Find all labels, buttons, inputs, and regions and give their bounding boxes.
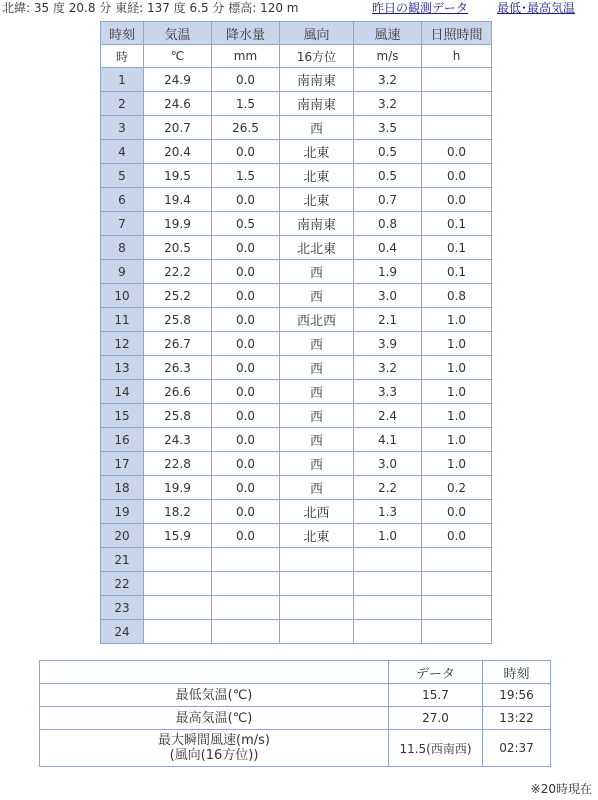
table-row (101, 260, 492, 284)
column-header: 風向 (280, 22, 354, 45)
table-row (101, 452, 492, 476)
table-row (101, 68, 492, 92)
table-row (101, 332, 492, 356)
wind-direction-cell: 西 (280, 380, 354, 404)
table-row (101, 404, 492, 428)
hour-cell: 9 (101, 260, 144, 284)
summary-time: 19:56 (483, 684, 551, 707)
sunshine-cell (422, 620, 492, 644)
hour-cell: 13 (101, 356, 144, 380)
temperature-cell: 22.8 (144, 452, 212, 476)
precipitation-cell (212, 548, 280, 572)
yesterday-data-link[interactable]: 昨日の観測データ (372, 1, 469, 15)
sunshine-cell: 0.1 (422, 236, 492, 260)
sunshine-cell: 1.0 (422, 404, 492, 428)
sunshine-cell (422, 68, 492, 92)
temperature-cell: 24.3 (144, 428, 212, 452)
summary-row (40, 684, 551, 707)
column-header: 風速 (354, 22, 422, 45)
wind-speed-cell (354, 572, 422, 596)
temperature-cell: 26.3 (144, 356, 212, 380)
precipitation-cell: 0.0 (212, 524, 280, 548)
wind-speed-cell: 3.3 (354, 380, 422, 404)
precipitation-cell: 0.0 (212, 188, 280, 212)
precipitation-cell: 0.0 (212, 284, 280, 308)
wind-direction-cell: 北東 (280, 140, 354, 164)
wind-direction-cell: 西北西 (280, 308, 354, 332)
precipitation-cell: 0.0 (212, 476, 280, 500)
sunshine-cell: 0.0 (422, 500, 492, 524)
wind-direction-cell: 北東 (280, 164, 354, 188)
wind-speed-cell: 0.7 (354, 188, 422, 212)
wind-speed-cell: 1.9 (354, 260, 422, 284)
sunshine-cell: 1.0 (422, 452, 492, 476)
sunshine-cell (422, 572, 492, 596)
location-bar (0, 0, 598, 18)
sunshine-cell: 0.1 (422, 212, 492, 236)
column-header: 時刻 (101, 22, 144, 45)
temperature-cell: 25.8 (144, 404, 212, 428)
unit-cell: mm (212, 45, 280, 68)
temperature-cell: 19.4 (144, 188, 212, 212)
summary-header-row (40, 661, 551, 684)
table-row (101, 500, 492, 524)
hour-cell: 19 (101, 500, 144, 524)
table-row (101, 596, 492, 620)
unit-cell: h (422, 45, 492, 68)
summary-label (40, 684, 389, 707)
temperature-cell (144, 548, 212, 572)
table-row (101, 284, 492, 308)
column-header: 日照時間 (422, 22, 492, 45)
hour-cell: 15 (101, 404, 144, 428)
summary-header-blank (40, 661, 389, 684)
precipitation-cell: 0.0 (212, 452, 280, 476)
unit-cell: ℃ (144, 45, 212, 68)
wind-direction-cell: 北西 (280, 500, 354, 524)
precipitation-cell: 0.0 (212, 236, 280, 260)
temperature-cell: 19.9 (144, 212, 212, 236)
hour-cell: 7 (101, 212, 144, 236)
temperature-cell (144, 572, 212, 596)
wind-direction-cell: 南南東 (280, 212, 354, 236)
wind-direction-cell: 西 (280, 452, 354, 476)
table-row (101, 164, 492, 188)
hour-cell: 2 (101, 92, 144, 116)
temperature-cell: 19.5 (144, 164, 212, 188)
column-header-row (101, 22, 492, 45)
hour-cell: 11 (101, 308, 144, 332)
as-of-note: ※20時現在 (530, 782, 592, 796)
wind-direction-cell: 西 (280, 356, 354, 380)
summary-time: 13:22 (483, 707, 551, 730)
precipitation-cell: 0.0 (212, 404, 280, 428)
summary-label-line: 最低気温(℃) (175, 687, 253, 703)
hour-cell: 10 (101, 284, 144, 308)
summary-label (40, 730, 389, 767)
temperature-cell: 18.2 (144, 500, 212, 524)
hour-cell: 4 (101, 140, 144, 164)
wind-speed-cell: 3.2 (354, 92, 422, 116)
wind-direction-cell: 西 (280, 260, 354, 284)
table-row (101, 308, 492, 332)
table-row (101, 236, 492, 260)
summary-time: 02:37 (483, 730, 551, 767)
sunshine-cell: 0.0 (422, 524, 492, 548)
summary-value: 11.5(西南西) (389, 730, 483, 767)
wind-direction-cell: 西 (280, 284, 354, 308)
wind-direction-cell: 西 (280, 404, 354, 428)
precipitation-cell: 0.0 (212, 332, 280, 356)
precipitation-cell: 0.0 (212, 356, 280, 380)
temperature-cell: 20.4 (144, 140, 212, 164)
wind-speed-cell: 1.0 (354, 524, 422, 548)
summary-label-line: 最大瞬間風速(m/s) (158, 733, 270, 748)
summary-value: 15.7 (389, 684, 483, 707)
sunshine-cell: 0.2 (422, 476, 492, 500)
sunshine-cell: 1.0 (422, 380, 492, 404)
summary-label (40, 707, 389, 730)
wind-speed-cell: 4.1 (354, 428, 422, 452)
precipitation-cell: 26.5 (212, 116, 280, 140)
temperature-cell: 15.9 (144, 524, 212, 548)
temperature-cell: 20.5 (144, 236, 212, 260)
table-row (101, 572, 492, 596)
summary-label-line: (風向(16方位)) (169, 748, 259, 763)
temperature-cell: 26.6 (144, 380, 212, 404)
min-max-temp-link[interactable]: 最低･最高気温 (497, 1, 576, 15)
hour-cell: 5 (101, 164, 144, 188)
precipitation-cell: 1.5 (212, 164, 280, 188)
temperature-cell (144, 596, 212, 620)
wind-direction-cell: 北東 (280, 524, 354, 548)
hour-cell: 24 (101, 620, 144, 644)
table-row (101, 380, 492, 404)
precipitation-cell: 0.5 (212, 212, 280, 236)
sunshine-cell: 1.0 (422, 332, 492, 356)
precipitation-cell: 0.0 (212, 260, 280, 284)
location-text: 北緯: 35 度 20.8 分 東経: 137 度 6.5 分 標高: 120 m (2, 1, 299, 15)
sunshine-cell (422, 116, 492, 140)
wind-direction-cell: 北東 (280, 188, 354, 212)
temperature-cell: 25.8 (144, 308, 212, 332)
sunshine-cell (422, 548, 492, 572)
wind-speed-cell: 2.1 (354, 308, 422, 332)
column-header: 気温 (144, 22, 212, 45)
summary-row (40, 730, 551, 767)
sunshine-cell (422, 596, 492, 620)
precipitation-cell (212, 620, 280, 644)
sunshine-cell: 0.0 (422, 188, 492, 212)
hour-cell: 20 (101, 524, 144, 548)
hour-cell: 16 (101, 428, 144, 452)
table-row (101, 116, 492, 140)
table-row (101, 212, 492, 236)
wind-direction-cell: 北北東 (280, 236, 354, 260)
hourly-observation-table (100, 21, 492, 644)
wind-speed-cell (354, 620, 422, 644)
hour-cell: 1 (101, 68, 144, 92)
wind-speed-cell: 3.9 (354, 332, 422, 356)
unit-cell: 時 (101, 45, 144, 68)
hour-cell: 22 (101, 572, 144, 596)
column-header: 降水量 (212, 22, 280, 45)
precipitation-cell: 0.0 (212, 68, 280, 92)
wind-speed-cell: 1.3 (354, 500, 422, 524)
wind-speed-cell: 0.4 (354, 236, 422, 260)
table-row (101, 524, 492, 548)
temperature-cell: 19.9 (144, 476, 212, 500)
wind-direction-cell: 西 (280, 428, 354, 452)
hour-cell: 17 (101, 452, 144, 476)
precipitation-cell (212, 572, 280, 596)
wind-speed-cell: 0.5 (354, 164, 422, 188)
sunshine-cell: 1.0 (422, 308, 492, 332)
sunshine-cell: 0.1 (422, 260, 492, 284)
wind-direction-cell: 西 (280, 332, 354, 356)
wind-speed-cell: 2.4 (354, 404, 422, 428)
hour-cell: 6 (101, 188, 144, 212)
wind-speed-cell: 3.2 (354, 356, 422, 380)
sunshine-cell: 1.0 (422, 356, 492, 380)
sunshine-cell (422, 92, 492, 116)
sunshine-cell: 0.0 (422, 164, 492, 188)
hour-cell: 18 (101, 476, 144, 500)
wind-speed-cell: 3.0 (354, 452, 422, 476)
table-row (101, 620, 492, 644)
unit-row (101, 45, 492, 68)
wind-speed-cell (354, 548, 422, 572)
wind-direction-cell: 南南東 (280, 92, 354, 116)
table-row (101, 188, 492, 212)
precipitation-cell: 1.5 (212, 92, 280, 116)
wind-speed-cell: 3.0 (354, 284, 422, 308)
wind-direction-cell (280, 548, 354, 572)
precipitation-cell: 0.0 (212, 500, 280, 524)
table-row (101, 140, 492, 164)
summary-label-line: 最高気温(℃) (175, 710, 253, 726)
wind-speed-cell: 0.8 (354, 212, 422, 236)
hour-cell: 3 (101, 116, 144, 140)
table-row (101, 356, 492, 380)
wind-speed-cell: 0.5 (354, 140, 422, 164)
temperature-cell: 24.9 (144, 68, 212, 92)
summary-header: 時刻 (483, 661, 551, 684)
temperature-cell: 22.2 (144, 260, 212, 284)
precipitation-cell (212, 596, 280, 620)
daily-summary-table (39, 660, 551, 767)
wind-speed-cell: 2.2 (354, 476, 422, 500)
hour-cell: 21 (101, 548, 144, 572)
temperature-cell (144, 620, 212, 644)
wind-direction-cell (280, 596, 354, 620)
table-row (101, 548, 492, 572)
temperature-cell: 24.6 (144, 92, 212, 116)
precipitation-cell: 0.0 (212, 380, 280, 404)
wind-direction-cell: 南南東 (280, 68, 354, 92)
precipitation-cell: 0.0 (212, 308, 280, 332)
temperature-cell: 20.7 (144, 116, 212, 140)
sunshine-cell: 1.0 (422, 428, 492, 452)
wind-direction-cell (280, 572, 354, 596)
unit-cell: m/s (354, 45, 422, 68)
summary-header: データ (389, 661, 483, 684)
table-row (101, 428, 492, 452)
temperature-cell: 26.7 (144, 332, 212, 356)
table-row (101, 92, 492, 116)
wind-direction-cell (280, 620, 354, 644)
wind-speed-cell (354, 596, 422, 620)
wind-speed-cell: 3.2 (354, 68, 422, 92)
precipitation-cell: 0.0 (212, 428, 280, 452)
hour-cell: 12 (101, 332, 144, 356)
hour-cell: 14 (101, 380, 144, 404)
summary-row (40, 707, 551, 730)
wind-speed-cell: 3.5 (354, 116, 422, 140)
unit-cell: 16方位 (280, 45, 354, 68)
temperature-cell: 25.2 (144, 284, 212, 308)
precipitation-cell: 0.0 (212, 140, 280, 164)
sunshine-cell: 0.8 (422, 284, 492, 308)
table-row (101, 476, 492, 500)
hour-cell: 8 (101, 236, 144, 260)
summary-value: 27.0 (389, 707, 483, 730)
hour-cell: 23 (101, 596, 144, 620)
wind-direction-cell: 西 (280, 476, 354, 500)
sunshine-cell: 0.0 (422, 140, 492, 164)
wind-direction-cell: 西 (280, 116, 354, 140)
